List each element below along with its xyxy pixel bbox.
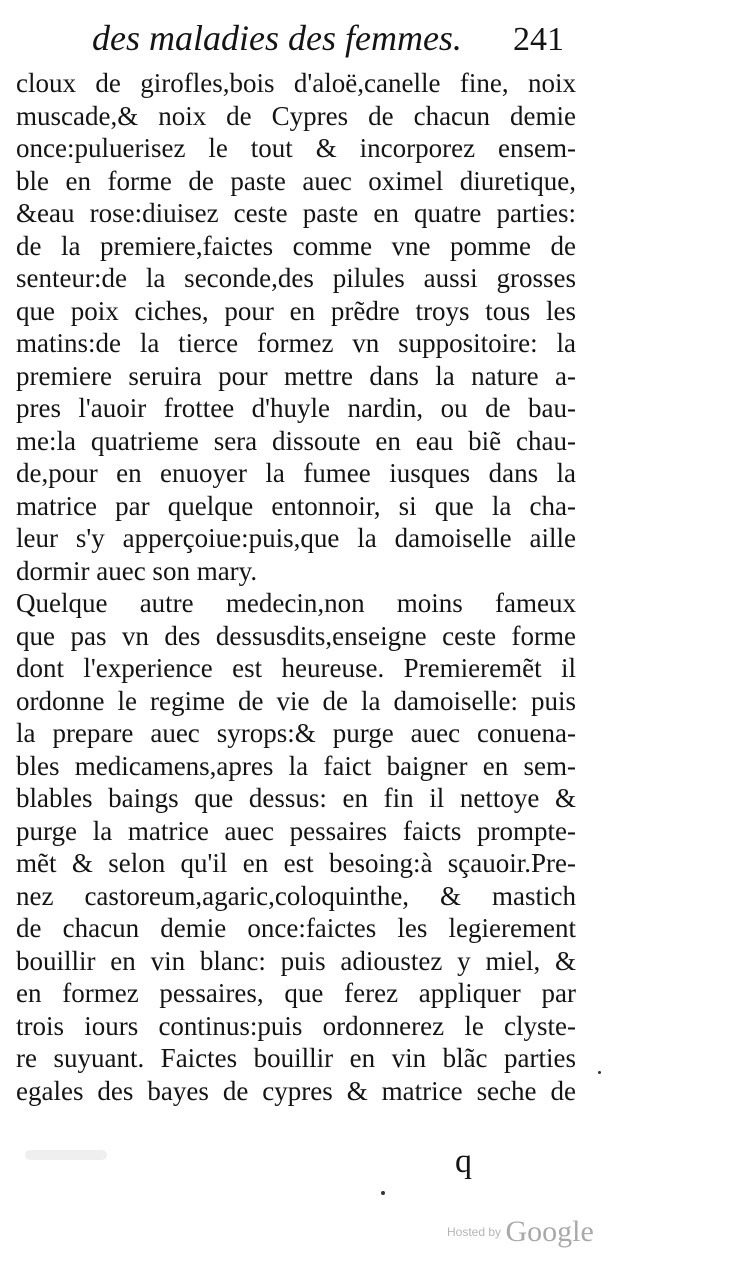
text-line: que pas vn des dessusdits,enseigne ceste forme (16, 620, 576, 651)
text-line: leur s'y apperçoiue:puis,que la damoiselle aille (16, 523, 576, 553)
text-line: me:la quatrieme sera dissoute en eau biẽ chau- (16, 425, 576, 456)
text-line: &eau rose:diuisez ceste paste en quatre parties: (16, 198, 576, 228)
signature-mark: q (455, 1143, 472, 1180)
google-logo: Google (505, 1215, 594, 1248)
text-line: cloux de girofles,bois d'aloë,canelle fine, noix (16, 68, 576, 98)
text-line: premiere seruira pour mettre dans la nature a- (16, 360, 576, 391)
text-line: matrice par quelque entonnoir, si que la cha- (16, 490, 576, 521)
text-line: ordonne le regime de vie de la damoiselle: puis (16, 685, 576, 716)
text-line: purge la matrice auec pessaires faicts prompte- (16, 815, 576, 846)
text-line: egales des bayes de cypres & matrice seche de (16, 1075, 576, 1106)
text-line: que poix ciches, pour en prẽdre troys tous les (16, 295, 576, 326)
page-number: 241 (513, 21, 564, 58)
text-line: pres l'auoir frottee d'huyle nardin, ou de bau- (16, 393, 576, 423)
text-line: de la premiere,faictes comme vne pomme de (16, 230, 576, 261)
text-line: de,pour en enuoyer la fumee iusques dans la (16, 458, 576, 488)
text-line: muscade,& noix de Cypres de chacun demie (16, 100, 576, 131)
text-line: once:puluerisez le tout & incorporez ensem- (16, 133, 576, 163)
text-line: en formez pessaires, que ferez appliquer par (16, 978, 576, 1008)
text-line: la prepare auec syrops:& purge auec conuena- (16, 718, 576, 748)
text-line: Quelque autre medecin,non moins fameux (16, 588, 576, 618)
hosted-by-text: Hosted by (447, 1225, 502, 1239)
ink-speck (381, 1191, 385, 1195)
text-line: dont l'experience est heureuse. Premieremẽt il (16, 653, 576, 683)
text-line: senteur:de la seconde,des pilules aussi grosses (16, 263, 576, 293)
hosted-by-google-watermark (447, 1215, 594, 1249)
text-line: blables baings que dessus: en fin il nettoye & (16, 783, 576, 813)
text-line: matins:de la tierce formez vn suppositoire: la (16, 328, 576, 358)
text-line: trois iours continus:puis ordonnerez le clyste- (16, 1010, 576, 1041)
body-text (16, 67, 576, 1107)
paper-smudge (25, 1150, 107, 1160)
text-line: bles medicamens,apres la faict baigner en sem- (16, 750, 576, 781)
ink-speck (598, 1071, 601, 1074)
text-line: ble en forme de paste auec oximel diuretique, (16, 165, 576, 196)
text-line: de chacun demie once:faictes les legierement (16, 913, 576, 943)
text-line: nez castoreum,agaric,coloquinthe, & mastich (16, 880, 576, 911)
text-line: dormir auec son mary. (16, 555, 258, 586)
text-line: bouillir en vin blanc: puis adioustez y miel, & (16, 945, 576, 976)
running-title: des maladies des femmes. (92, 18, 462, 58)
text-line: mẽt & selon qu'il en est besoing:à sçauoir.Pre- (16, 848, 576, 878)
text-line: re suyuant. Faictes bouillir en vin blãc parties (16, 1043, 576, 1073)
